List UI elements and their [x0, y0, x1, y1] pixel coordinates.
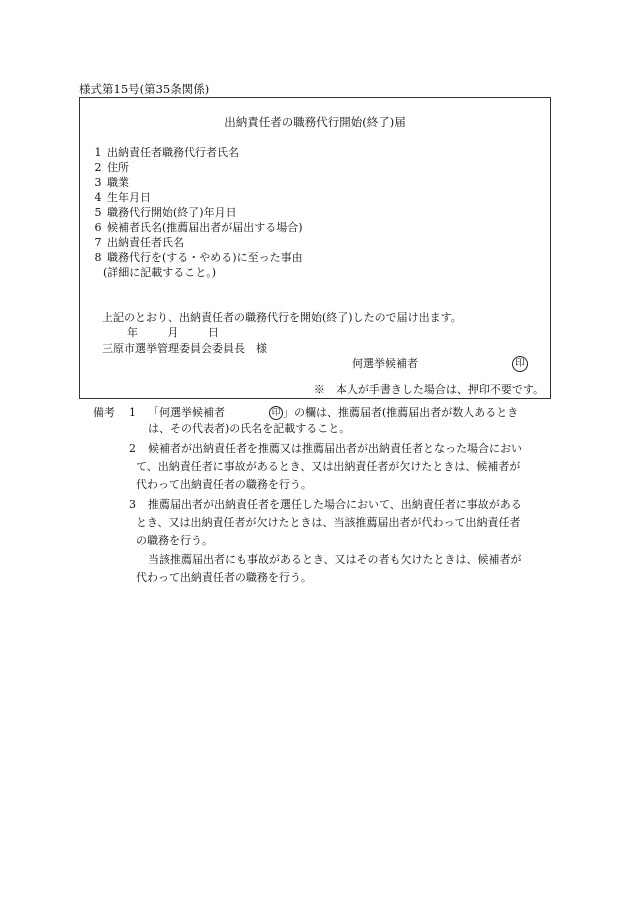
remark-3-line: 推薦届出者が出納責任者を選任した場合において、出納責任者に事故がある	[148, 498, 522, 511]
field-row	[89, 235, 303, 250]
declaration-text: 上記のとおり、出納責任者の職務代行を開始(終了)したので届け出ます。	[102, 311, 462, 324]
field-row	[89, 160, 303, 175]
remark-1-text-b: 」の欄は、推薦届者(推薦届出者が数人あるとき	[283, 406, 519, 419]
field-number: 1	[94, 146, 102, 159]
remark-1-continuation: は、その代表者)の氏名を記載すること。	[148, 422, 351, 435]
remark-2-line: 代わって出納責任者の職務を行う。	[136, 478, 312, 491]
field-number: 5	[94, 206, 102, 219]
remark-3-line: とき、又は出納責任者が欠けたときは、当該推薦届出者が代わって出納責任者	[136, 516, 521, 529]
field-label: 住所	[107, 161, 129, 174]
form-number-label: 様式第15号(第35条関係)	[79, 82, 210, 96]
remark-1-number: 1	[129, 406, 136, 419]
field-number: 2	[94, 161, 102, 174]
remarks-heading: 備考	[93, 406, 115, 419]
field-row	[89, 250, 303, 265]
remark-1-line	[148, 405, 518, 421]
form-title: 出納責任者の職務代行開始(終了)届	[224, 115, 406, 129]
field-8-note: (詳細に記載すること。)	[103, 266, 217, 279]
field-row	[89, 175, 303, 190]
field-list	[89, 145, 303, 280]
seal-mark-icon: 印	[512, 356, 528, 372]
addressee-line: 三原市選挙管理委員会委員長 様	[102, 342, 267, 355]
date-month-label: 月	[167, 326, 179, 339]
field-number: 7	[94, 236, 102, 249]
field-number: 3	[94, 176, 102, 189]
remark-3-number: 3	[129, 498, 136, 511]
field-label: 出納責任者氏名	[107, 236, 184, 249]
remark-3-paragraph: 代わって出納責任者の職務を行う。	[136, 571, 312, 584]
form-frame	[79, 97, 551, 399]
remark-2-line: て、出納責任者に事故があるとき、又は出納責任者が欠けたときは、候補者が	[136, 460, 521, 473]
remark-3-paragraph: 当該推薦届出者にも事故があるとき、又はその者も欠けたときは、候補者が	[148, 553, 522, 566]
date-day-label: 日	[208, 326, 219, 339]
field-row	[89, 220, 303, 235]
field-row	[89, 145, 303, 160]
remark-1-text-a: 「何選挙候補者	[148, 406, 225, 419]
seal-note: ※ 本人が手書きした場合は、押印不要です。	[314, 383, 544, 399]
field-row	[89, 190, 303, 205]
field-label: 職業	[107, 176, 129, 189]
remark-2-number: 2	[129, 442, 136, 455]
field-label: 職務代行を(する・やめる)に至った事由	[107, 251, 303, 264]
signer-label: 何選挙候補者	[352, 357, 418, 370]
date-line	[127, 326, 219, 340]
field-label: 生年月日	[107, 191, 151, 204]
field-number: 4	[94, 191, 102, 204]
field-row	[89, 205, 303, 220]
field-label: 出納責任者職務代行者氏名	[107, 146, 239, 159]
seal-mark-icon: 印	[269, 406, 283, 420]
field-number: 8	[94, 251, 102, 264]
remark-2-line: 候補者が出納責任者を推薦又は推薦届出者が出納責任者となった場合におい	[148, 442, 522, 455]
remark-3-line: の職務を行う。	[136, 534, 213, 547]
field-label: 候補者氏名(推薦届出者が届出する場合)	[107, 221, 303, 234]
date-year-label: 年	[127, 326, 138, 339]
field-label: 職務代行開始(終了)年月日	[107, 206, 237, 219]
field-number: 6	[94, 221, 102, 234]
